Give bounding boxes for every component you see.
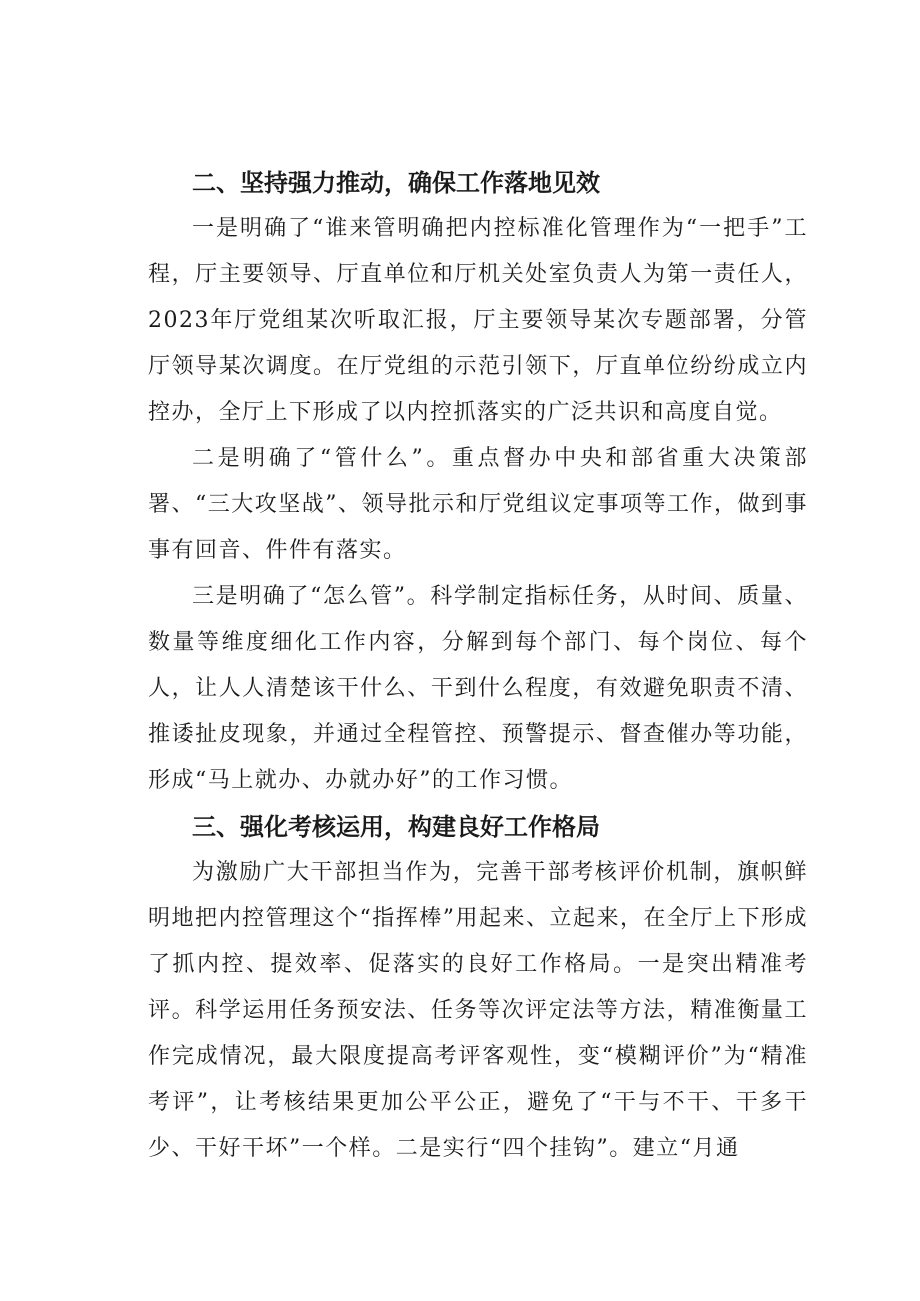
section-heading-2: 二、坚持强力推动，确保工作落地见效 [192,169,600,197]
paragraph-3: 三是明确了“怎么管”。科学制定指标任务，从时间、质量、数量等维度细化工作内容，分解到每个部门、每个岗位、每个人，让人人清楚该干什么、干到什么程度，有效避免职责不清、推诿扯皮现象，并通过全程管控、预警提示、督查催办等功能，形成“马上就办、办就办好”的工作习惯。 [148,584,808,793]
section-heading-3: 三、强化考核运用，构建良好工作格局 [192,813,600,841]
paragraph-4: 为激励广大干部担当作为，完善干部考核评价机制，旗帜鲜明地把内控管理这个“指挥棒”用起来、立起来，在全厅上下形成了抓内控、提效率、促落实的良好工作格局。一是突出精准考评。科学运用任务预安法、任务等次评定法等方法，精准衡量工作完成情况，最大限度提高考评客观性，变“模糊评价”为“精准考评”，让考核结果更加公平公正，避免了“干与不干、干多干少、干好干坏”一个样。二是实行“四个挂钩”。建立“月通 [148,860,808,1161]
paragraph-2: 二是明确了“管什么”。重点督办中央和部省重大决策部署、“三大攻坚战”、领导批示和厅党组议定事项等工作，做到事事有回音、件件有落实。 [148,446,808,563]
paragraph-1: 一是明确了“谁来管明确把内控标准化管理作为“一把手”工程，厅主要领导、厅直单位和厅机关处室负责人为第一责任人，2023年厅党组某次听取汇报，厅主要领导某次专题部署，分管厅领导某次调度。在厅党组的示范引领下，厅直单位纷纷成立内控办，全厅上下形成了以内控抓落实的广泛共识和高度自觉。 [148,216,808,425]
